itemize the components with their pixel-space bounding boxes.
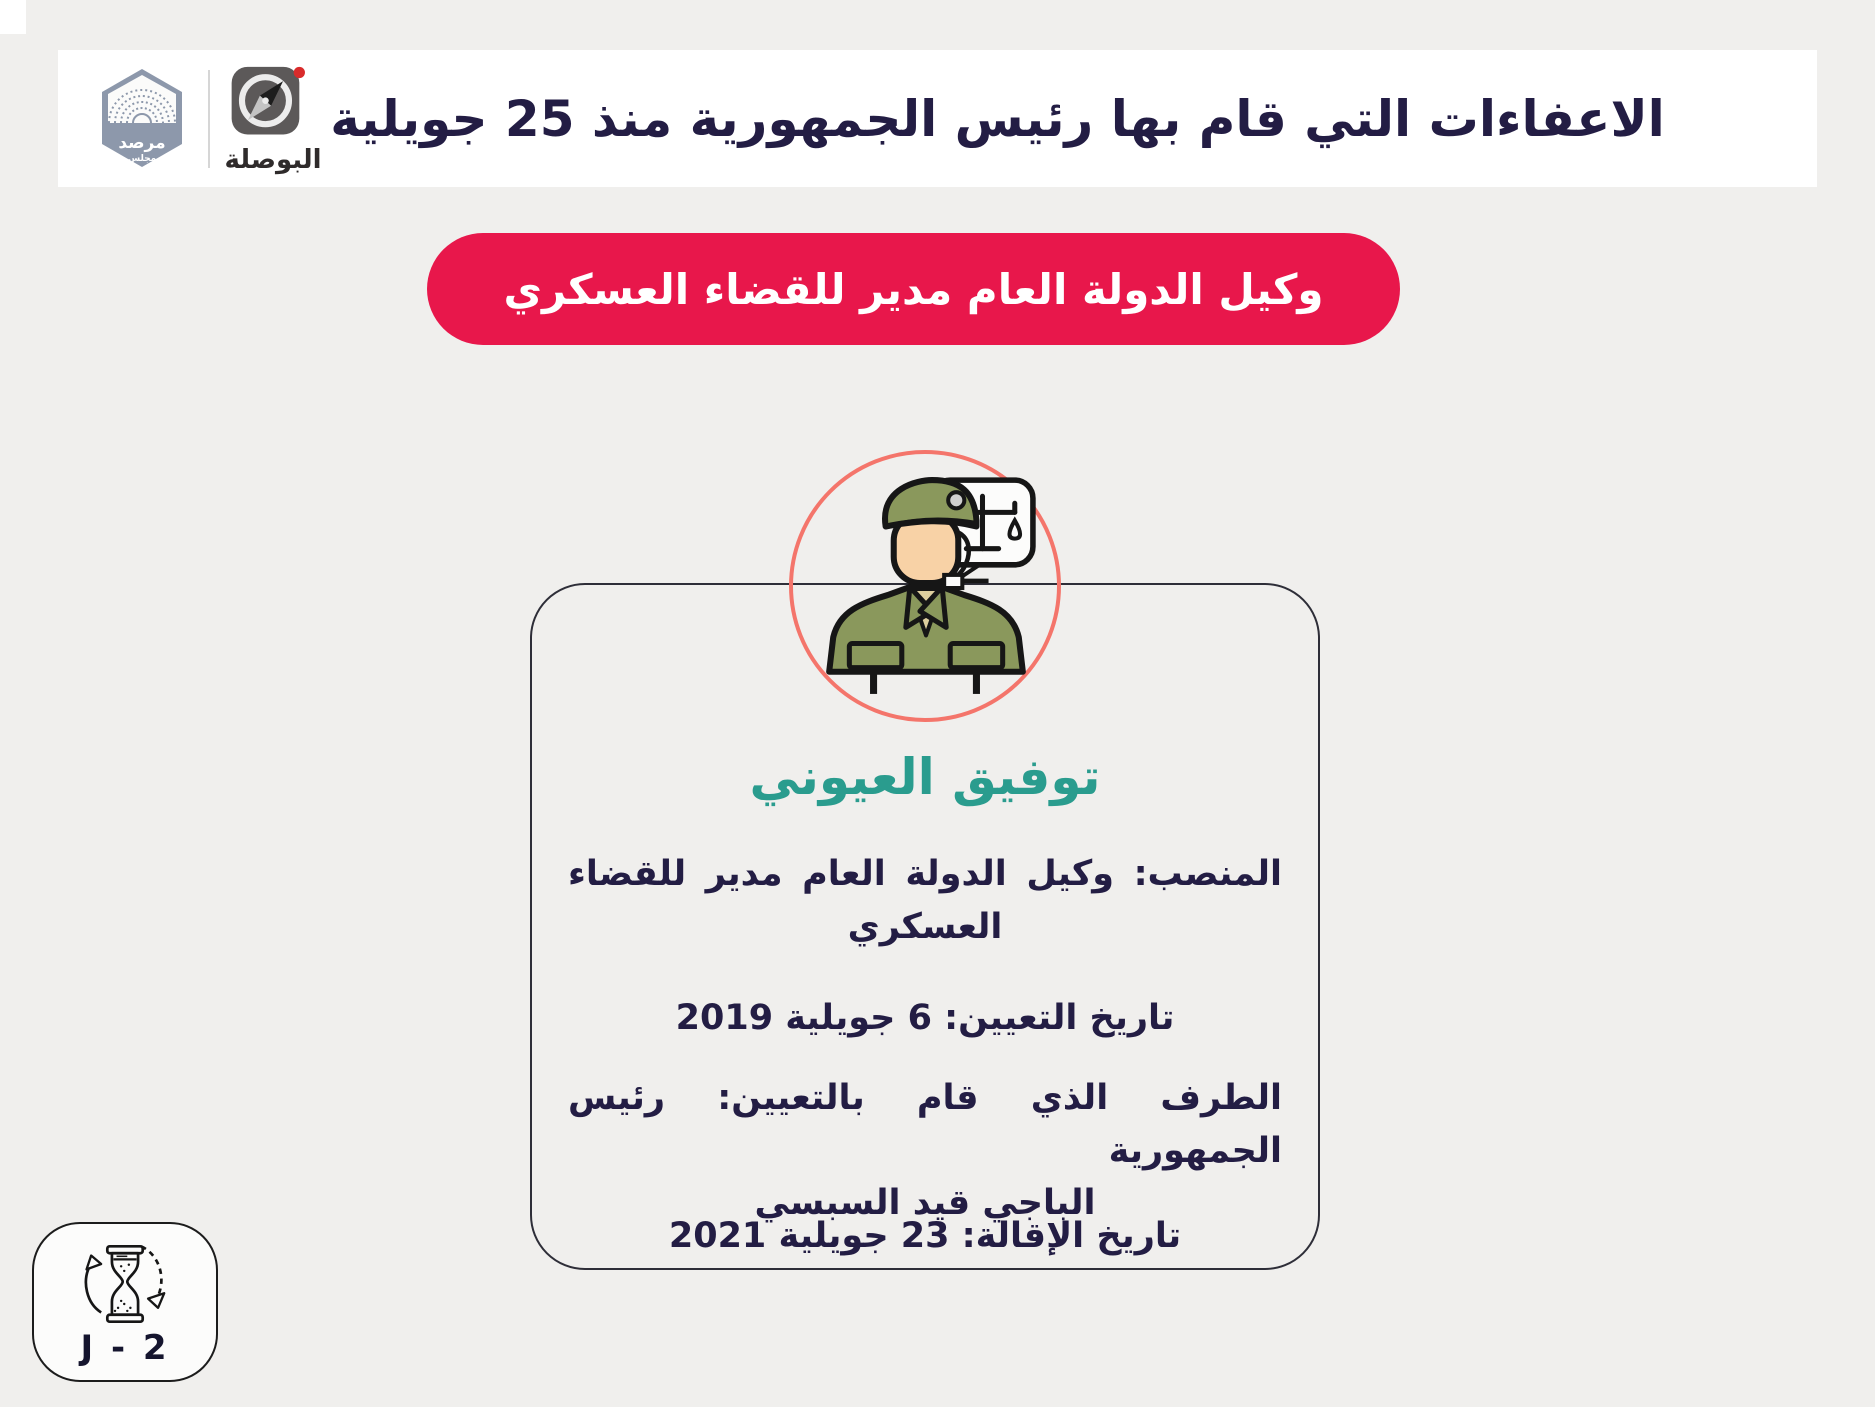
marsad-logo-text: مرصد — [118, 132, 166, 153]
albawsala-logo-label: البوصلة — [224, 144, 322, 175]
appointed-by-line-1: الطرف الذي قام بالتعيين: رئيس الجمهورية — [568, 1078, 1282, 1171]
page-title: الاعفاءات التي قام بها رئيس الجمهورية منذ 25 جويلية — [330, 89, 1665, 148]
position-banner-label: وكيل الدولة العام مدير للقضاء العسكري — [503, 264, 1324, 314]
logo-group — [92, 50, 320, 187]
position-text — [568, 848, 1282, 953]
marsad-logo-subtext: مجلس — [127, 153, 157, 164]
hourglass-cycle-icon — [75, 1234, 175, 1334]
position-line-1: المنصب: وكيل الدولة العام مدير للقضاء — [568, 854, 1282, 894]
person-name: توفيق العيوني — [749, 748, 1101, 806]
appointed-by-line-2: الباجي قيد السبسي — [754, 1183, 1096, 1223]
compass-icon — [226, 63, 320, 144]
military-officer-scales-speech-icon — [809, 470, 1041, 702]
series-badge — [32, 1222, 218, 1382]
position-line-2: العسكري — [847, 906, 1003, 947]
albawsala-logo — [226, 63, 320, 175]
dismissal-date-text: تاريخ الإقالة: 23 جويلية 2021 — [668, 1216, 1182, 1256]
appointment-date-text: تاريخ التعيين: 6 جويلية 2019 — [675, 998, 1175, 1038]
avatar — [789, 450, 1061, 722]
parliament-observatory-icon — [92, 67, 192, 171]
corner-decoration — [0, 0, 26, 34]
logo-divider — [208, 70, 210, 168]
series-badge-label: J - 2 — [80, 1328, 170, 1368]
header-bar — [58, 50, 1817, 187]
appointed-by-text — [568, 1072, 1282, 1230]
position-banner — [427, 233, 1400, 345]
